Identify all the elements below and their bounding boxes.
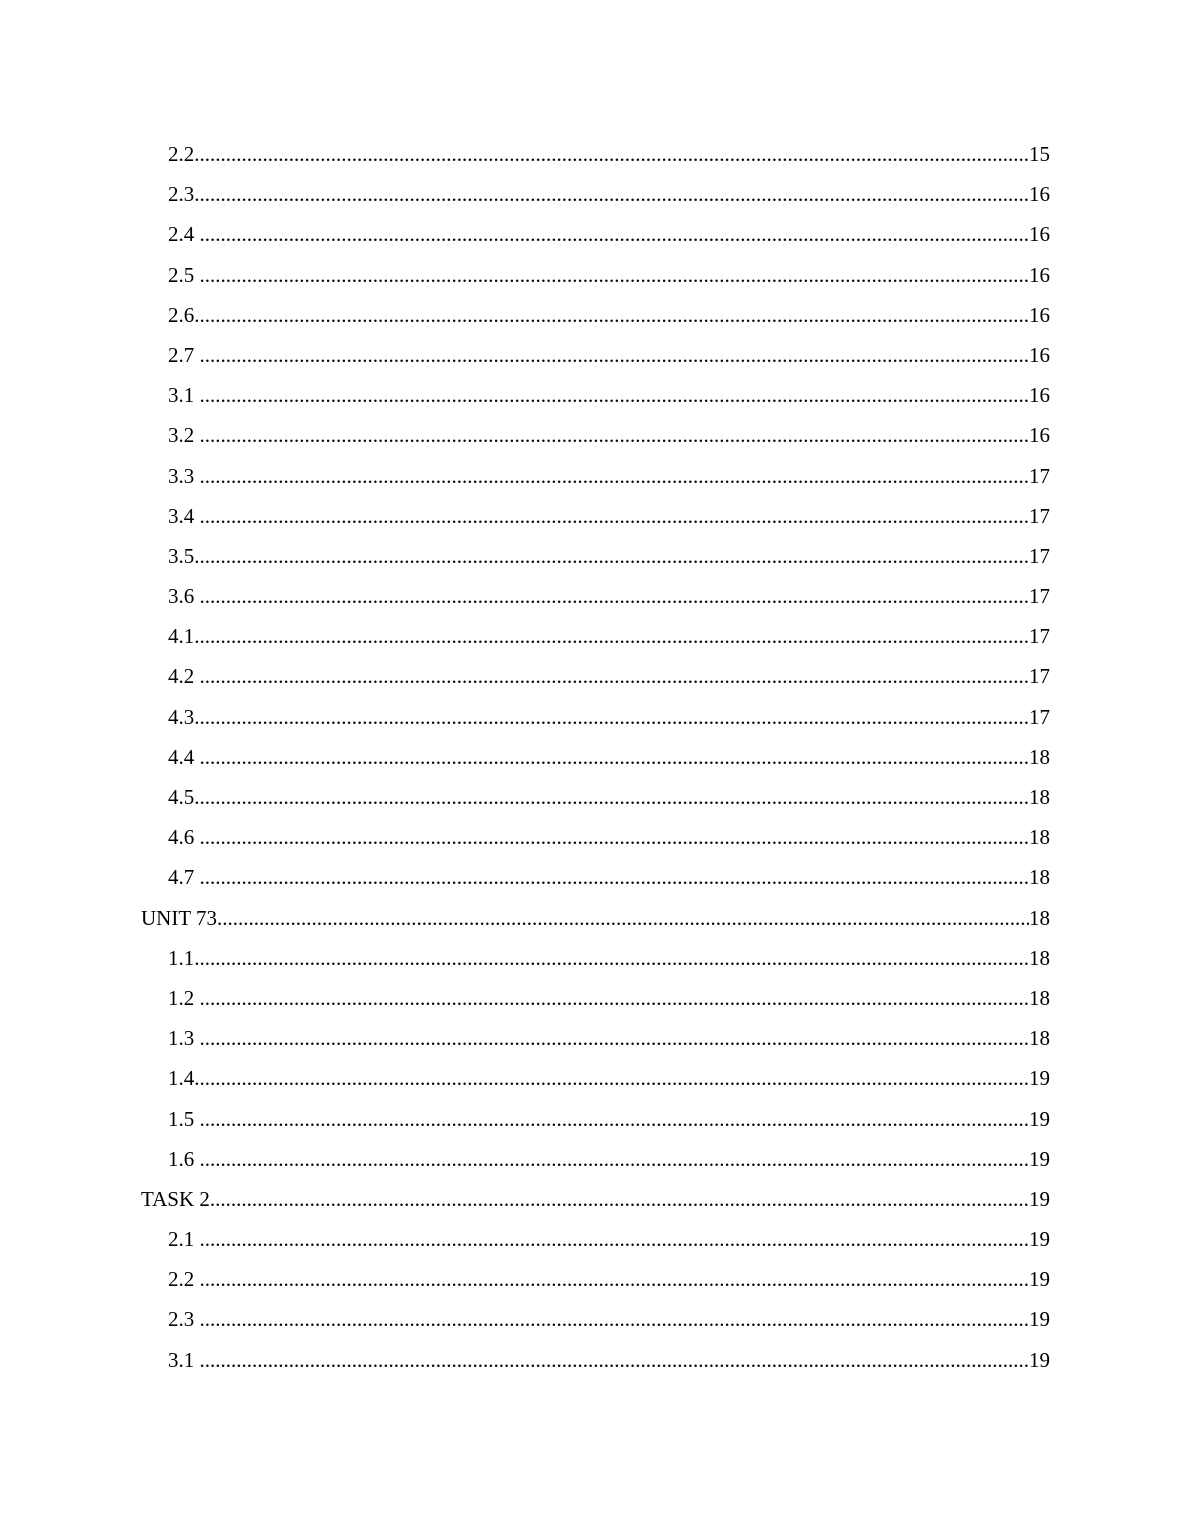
toc-dot-leader (200, 1139, 1030, 1179)
toc-entry-page-number: 19 (1029, 1267, 1050, 1292)
toc-dot-leader (200, 1099, 1030, 1139)
toc-dot-leader (194, 1058, 1029, 1098)
toc-entry-label: 4.6 (168, 825, 200, 850)
toc-entry[interactable] (0, 295, 1190, 335)
toc-dot-leader (200, 1219, 1030, 1259)
toc-entry[interactable] (0, 415, 1190, 455)
toc-entry-page-number: 16 (1029, 342, 1050, 367)
toc-entry-page-number: 18 (1029, 905, 1050, 930)
toc-entry[interactable] (0, 536, 1190, 576)
toc-entry-label: 1.2 (168, 985, 200, 1010)
toc-entry-page-number: 15 (1029, 142, 1050, 166)
toc-entry[interactable] (0, 1340, 1190, 1380)
toc-entry-label: 2.2 (168, 1267, 200, 1292)
toc-dot-leader (194, 697, 1029, 737)
toc-entry[interactable] (0, 857, 1190, 897)
toc-entry-label: TASK 2 (141, 1186, 210, 1211)
toc-entry-label: 4.3 (168, 704, 195, 729)
toc-dot-leader (200, 214, 1030, 254)
toc-entry-page-number: 17 (1029, 503, 1050, 528)
toc-entry-page-number: 16 (1029, 262, 1050, 287)
toc-dot-leader (200, 375, 1030, 415)
toc-entry[interactable] (0, 978, 1190, 1018)
toc-entry[interactable] (0, 496, 1190, 536)
toc-entry-label: 2.3 (168, 182, 195, 207)
toc-entry-page-number: 18 (1029, 744, 1050, 769)
toc-dot-leader (200, 335, 1030, 375)
toc-entry-page-number: 17 (1029, 664, 1050, 689)
toc-entry-label: 2.2 (168, 142, 195, 166)
toc-entry-page-number: 17 (1029, 584, 1050, 609)
toc-entry-label: 3.6 (168, 584, 200, 609)
toc-dot-leader (217, 898, 1029, 938)
toc-entry[interactable] (0, 134, 1190, 174)
toc-entry-page-number: 18 (1029, 825, 1050, 850)
toc-dot-leader (200, 857, 1030, 897)
toc-entry-page-number: 16 (1029, 302, 1050, 327)
toc-entry-page-number: 19 (1029, 1106, 1050, 1131)
table-of-contents (0, 134, 1190, 1380)
toc-entry-page-number: 19 (1029, 1146, 1050, 1171)
toc-dot-leader (200, 456, 1030, 496)
toc-dot-leader (210, 1179, 1029, 1219)
toc-entry-label: 3.1 (168, 1347, 200, 1372)
toc-entry[interactable] (0, 335, 1190, 375)
toc-entry-label: 1.6 (168, 1146, 200, 1171)
toc-dot-leader (200, 576, 1030, 616)
toc-entry[interactable] (0, 456, 1190, 496)
toc-entry-page-number: 18 (1029, 945, 1050, 970)
toc-dot-leader (194, 536, 1029, 576)
toc-entry-label: 2.3 (168, 1307, 200, 1332)
toc-dot-leader (200, 737, 1030, 777)
toc-entry[interactable] (0, 1018, 1190, 1058)
toc-dot-leader (194, 295, 1029, 335)
toc-entry-label: 3.1 (168, 383, 200, 408)
toc-dot-leader (194, 174, 1029, 214)
toc-entry-label: 2.5 (168, 262, 200, 287)
toc-entry-page-number: 17 (1029, 624, 1050, 649)
toc-dot-leader (200, 817, 1030, 857)
toc-dot-leader (200, 978, 1030, 1018)
toc-entry[interactable] (0, 656, 1190, 696)
toc-dot-leader (194, 616, 1029, 656)
toc-dot-leader (200, 1340, 1030, 1380)
toc-dot-leader (194, 938, 1029, 978)
toc-entry-page-number: 16 (1029, 423, 1050, 448)
toc-entry[interactable] (0, 1099, 1190, 1139)
toc-entry-label: 4.4 (168, 744, 200, 769)
toc-entry[interactable] (0, 1139, 1190, 1179)
toc-entry-page-number: 18 (1029, 1026, 1050, 1051)
toc-entry-label: 3.3 (168, 463, 200, 488)
toc-entry-page-number: 16 (1029, 383, 1050, 408)
toc-entry[interactable] (0, 576, 1190, 616)
toc-entry[interactable] (0, 898, 1190, 938)
toc-entry-label: 4.2 (168, 664, 200, 689)
toc-entry[interactable] (0, 375, 1190, 415)
toc-entry-label: 3.4 (168, 503, 200, 528)
toc-entry-label: 4.1 (168, 624, 195, 649)
toc-entry-label: 4.7 (168, 865, 200, 890)
toc-entry[interactable] (0, 1259, 1190, 1299)
toc-entry-label: 1.5 (168, 1106, 200, 1131)
toc-entry-page-number: 19 (1029, 1066, 1050, 1091)
toc-entry-page-number: 16 (1029, 222, 1050, 247)
toc-dot-leader (200, 1259, 1030, 1299)
toc-entry-label: 2.1 (168, 1227, 200, 1252)
toc-entry-label: 3.5 (168, 543, 195, 568)
toc-entry-label: UNIT 73 (141, 905, 218, 930)
toc-entry-label: 1.4 (168, 1066, 195, 1091)
toc-entry-page-number: 17 (1029, 463, 1050, 488)
toc-entry-label: 2.7 (168, 342, 200, 367)
toc-entry[interactable] (0, 817, 1190, 857)
toc-entry[interactable] (0, 1219, 1190, 1259)
toc-entry-label: 3.2 (168, 423, 200, 448)
toc-dot-leader (194, 777, 1029, 817)
toc-entry[interactable] (0, 777, 1190, 817)
toc-entry[interactable] (0, 616, 1190, 656)
toc-entry[interactable] (0, 1058, 1190, 1098)
toc-entry-label: 2.6 (168, 302, 195, 327)
toc-entry-label: 2.4 (168, 222, 200, 247)
toc-entry-label: 1.3 (168, 1026, 200, 1051)
toc-entry-page-number: 16 (1029, 182, 1050, 207)
toc-entry-page-number: 19 (1029, 1227, 1050, 1252)
toc-entry[interactable] (0, 1179, 1190, 1219)
toc-entry-page-number: 19 (1029, 1347, 1050, 1372)
toc-dot-leader (200, 496, 1030, 536)
toc-entry-page-number: 18 (1029, 865, 1050, 890)
toc-entry-label: 1.1 (168, 945, 195, 970)
toc-entry-page-number: 17 (1029, 543, 1050, 568)
toc-entry[interactable] (0, 737, 1190, 777)
toc-dot-leader (194, 134, 1029, 174)
toc-entry[interactable] (0, 1299, 1190, 1339)
toc-entry-page-number: 19 (1029, 1186, 1050, 1211)
toc-dot-leader (200, 1018, 1030, 1058)
toc-dot-leader (200, 1299, 1030, 1339)
toc-entry[interactable] (0, 938, 1190, 978)
toc-entry-page-number: 18 (1029, 985, 1050, 1010)
toc-entry-label: 4.5 (168, 785, 195, 809)
toc-entry[interactable] (0, 174, 1190, 214)
toc-entry-page-number: 17 (1029, 704, 1050, 729)
toc-entry[interactable] (0, 697, 1190, 737)
toc-entry[interactable] (0, 255, 1190, 295)
toc-dot-leader (200, 255, 1030, 295)
toc-entry-page-number: 18 (1029, 785, 1050, 809)
toc-entry-page-number: 19 (1029, 1307, 1050, 1332)
toc-dot-leader (200, 656, 1030, 696)
toc-dot-leader (200, 415, 1030, 455)
toc-entry[interactable] (0, 214, 1190, 254)
